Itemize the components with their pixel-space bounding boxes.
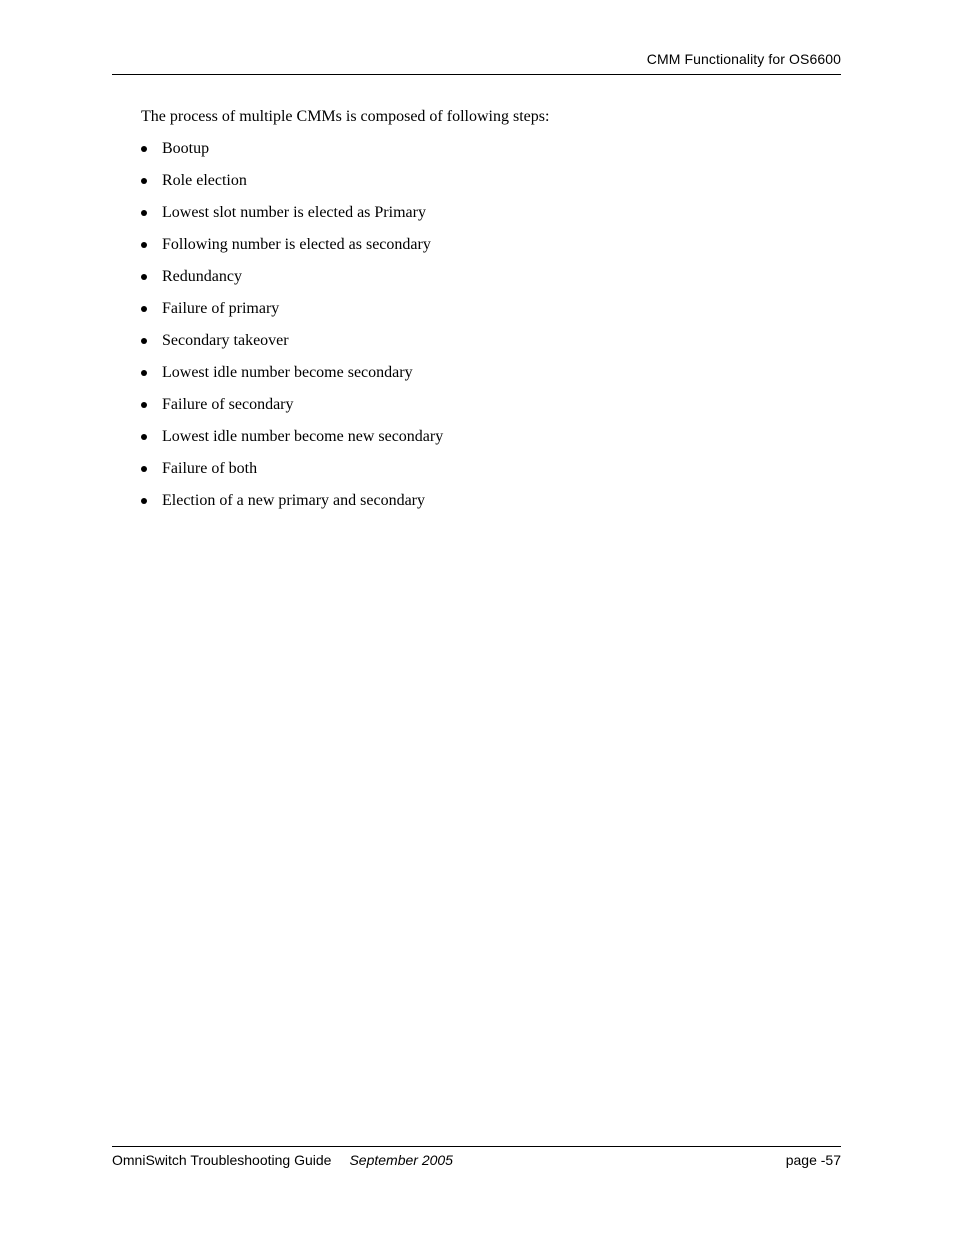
list-item xyxy=(141,203,841,223)
guide-title: OmniSwitch Troubleshooting Guide xyxy=(112,1152,332,1168)
list-item-text: Bootup xyxy=(162,140,210,157)
list-item xyxy=(141,139,841,159)
bullet-icon xyxy=(141,178,147,184)
list-item-text: Lowest idle number become new secondary xyxy=(162,428,444,445)
list-item-text: Lowest idle number become secondary xyxy=(162,364,413,381)
bullet-icon xyxy=(141,466,147,472)
page-body xyxy=(141,107,841,523)
bullet-icon xyxy=(141,210,147,216)
list-item xyxy=(141,267,841,287)
bullet-icon xyxy=(141,370,147,376)
list-item xyxy=(141,427,841,447)
steps-list xyxy=(141,139,841,511)
bullet-icon xyxy=(141,498,147,504)
list-item xyxy=(141,171,841,191)
intro-paragraph: The process of multiple CMMs is composed of following steps: xyxy=(141,108,550,125)
list-item-text: Election of a new primary and secondary xyxy=(162,492,426,509)
bullet-icon xyxy=(141,434,147,440)
bullet-icon xyxy=(141,242,147,248)
bullet-icon xyxy=(141,146,147,152)
page-header xyxy=(112,50,841,75)
list-item-text: Redundancy xyxy=(162,268,242,285)
bullet-icon xyxy=(141,274,147,280)
page-number: page -57 xyxy=(785,1152,841,1168)
list-item-text: Failure of secondary xyxy=(162,396,294,413)
list-item-text: Role election xyxy=(162,172,247,189)
list-item xyxy=(141,235,841,255)
publication-date: September 2005 xyxy=(349,1152,453,1168)
header-title: CMM Functionality for OS6600 xyxy=(646,51,841,67)
list-item-text: Failure of both xyxy=(162,460,258,477)
list-item-text: Secondary takeover xyxy=(162,332,289,349)
page-footer xyxy=(112,1146,841,1168)
bullet-icon xyxy=(141,338,147,344)
list-item-text: Following number is elected as secondary xyxy=(162,236,431,253)
list-item xyxy=(141,395,841,415)
footer-left xyxy=(112,1152,453,1168)
bullet-icon xyxy=(141,402,147,408)
list-item xyxy=(141,299,841,319)
list-item xyxy=(141,491,841,511)
bullet-icon xyxy=(141,306,147,312)
list-item xyxy=(141,459,841,479)
list-item-text: Lowest slot number is elected as Primary xyxy=(162,204,426,221)
list-item-text: Failure of primary xyxy=(162,300,280,317)
list-item xyxy=(141,331,841,351)
list-item xyxy=(141,363,841,383)
